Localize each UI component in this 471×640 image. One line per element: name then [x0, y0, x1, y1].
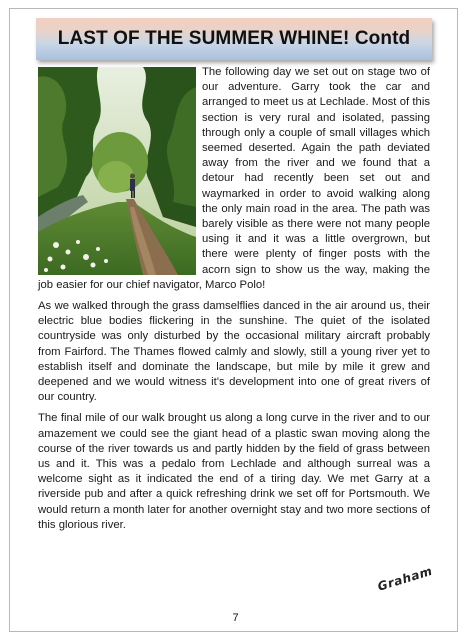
article-body [38, 65, 430, 539]
page-title: LAST OF THE SUMMER WHINE! Contd [57, 28, 411, 49]
author-signature: Graham [375, 563, 435, 594]
riverside-path-photo [38, 67, 196, 275]
paragraph-2: As we walked through the grass damselflies danced in the air around us, their electric blue bodies flickering in the sunshine. The quiet of the isolated countryside was only disturbed by the occasional military aircraft probably from Fairford. The Thames flowed calmly and slowly, still a young river yet to establish itself and dominate the landscape, but mile by mile it grew and deepened and we would witness it's development into one of great rivers of our country. [38, 300, 430, 404]
title-banner [36, 18, 432, 60]
paragraph-3: The final mile of our walk brought us along a long curve in the river and to our amazement we could see the giant head of a plastic swan moving along the course of the river towards us and partly hidden by the field of grass between us and it. This was a pedalo from Lechlade and although surreal was a welcome sight as it indicated the end of a tiring day. We met Garry at a riverside pub and after a quick refreshing drink we set off for Portsmouth. We would return a month later for another overnight stay and two more sections of this glorious river. [38, 412, 430, 531]
paragraph-1: The following day we set out on stage two of our adventure. Garry took the car and arranged to meet us at Lechlade. Most of this section is very rural and isolated, passing through only a couple of small villages which seemed deserted. Again the path deviated away from the river and we found that a detour had recently been set out and waymarked in order to avoid walking along the only main road in the area. The path was barely visible as there were not many people using it and it was a little overgrown, but there were plenty of finger posts with the acorn sign to show us the way, making the job easier for our chief navigator, Marco Polo! [38, 66, 430, 291]
page-number: 7 [232, 612, 239, 624]
